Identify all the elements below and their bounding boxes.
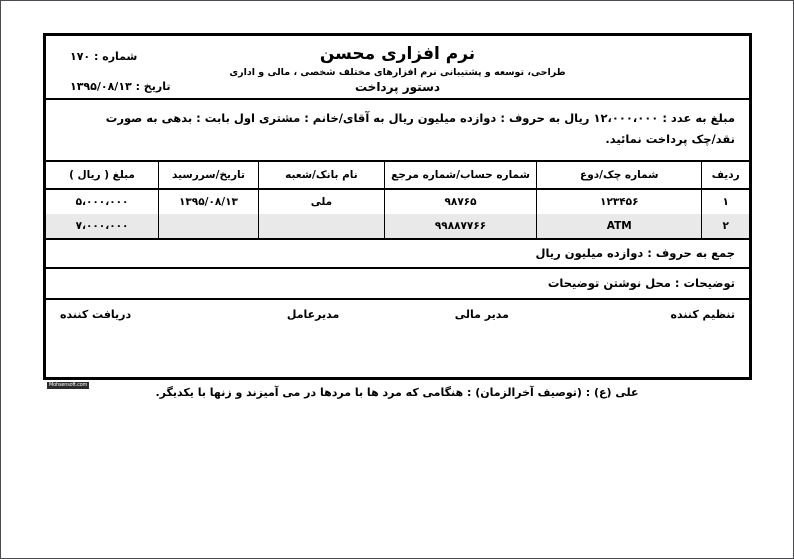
- cell-cheque-no: ۱۲۳۴۵۶: [537, 189, 702, 214]
- table-row: [46, 189, 749, 214]
- company-tagline: طراحی، توسعه و پشتیبانی نرم افزارهای مختلف شخصی ، مالی و اداری: [229, 66, 566, 78]
- cell-amount: ۵،۰۰۰،۰۰۰: [46, 189, 159, 214]
- column-header-cheque-no: شماره چک/دوع: [537, 162, 702, 189]
- signature-financial-manager: مدیر مالی: [454, 307, 509, 321]
- signature-recipient: دریافت کننده: [60, 307, 132, 321]
- column-header-due-date: تاریخ/سررسید: [159, 162, 259, 189]
- cheques-table-body: [46, 189, 749, 239]
- watermark-label: Mohsensoft.com: [49, 382, 88, 388]
- company-name: نرم افزاری محسن: [319, 44, 476, 64]
- signature-ceo: مدیرعامل: [286, 307, 340, 321]
- table-row: [46, 214, 749, 239]
- column-header-row-no: ردیف: [702, 162, 749, 189]
- payment-order-sheet: [43, 33, 752, 388]
- signature-row: [46, 300, 749, 345]
- cell-account-no: ۹۸۷۶۵: [384, 189, 536, 214]
- amount-statement-line2: نقد/چک پرداخت نمائید.: [605, 132, 735, 147]
- cell-amount: ۷،۰۰۰،۰۰۰: [46, 214, 159, 239]
- column-header-account-no: شماره حساب/شماره مرجع: [384, 162, 536, 189]
- cell-bank-branch: ملی: [258, 189, 384, 214]
- amount-statement: [46, 100, 749, 160]
- cell-due-date: ۱۳۹۵/۰۸/۱۳: [159, 189, 259, 214]
- document-number: شماره : ۱۷۰: [70, 50, 138, 63]
- cheques-table: [46, 162, 749, 240]
- cell-bank-branch: [258, 214, 384, 239]
- column-header-bank-branch: نام بانک/شعبه: [258, 162, 384, 189]
- company-identity: [46, 36, 749, 79]
- cell-due-date: [159, 214, 259, 239]
- cell-cheque-no: ATM: [537, 214, 702, 239]
- cell-row-no: ۲: [702, 214, 749, 239]
- cell-account-no: ۹۹۸۸۷۷۶۶: [384, 214, 536, 239]
- cheques-table-head: [46, 162, 749, 189]
- page-title: دستور پرداخت: [354, 80, 441, 94]
- notes-field: توضیحات : محل نوشتن توضیحات: [547, 275, 735, 290]
- document-header: [46, 36, 749, 98]
- footer-quote: علی (ع) : (توصیف آخرالزمان) : هنگامی که مرد ها با مردها در می آمیزند و زنها با یکدیگر.: [155, 386, 639, 399]
- amount-statement-line1: مبلغ به عدد : ۱۲،۰۰۰،۰۰۰ ریال به حروف : دوازده میلیون ریال به آقای/خانم : مشتری اول بابت : بدهی به صورت: [105, 111, 735, 125]
- column-header-amount: مبلغ ( ریال ): [46, 162, 159, 189]
- document-date: تاریخ : ۱۳۹۵/۰۸/۱۳: [70, 80, 171, 93]
- total-in-words: جمع به حروف : دوازده میلیون ریال: [535, 245, 735, 260]
- table-header-row: [46, 162, 749, 189]
- signature-preparer: تنظیم کننده: [670, 307, 735, 321]
- cell-row-no: ۱: [702, 189, 749, 214]
